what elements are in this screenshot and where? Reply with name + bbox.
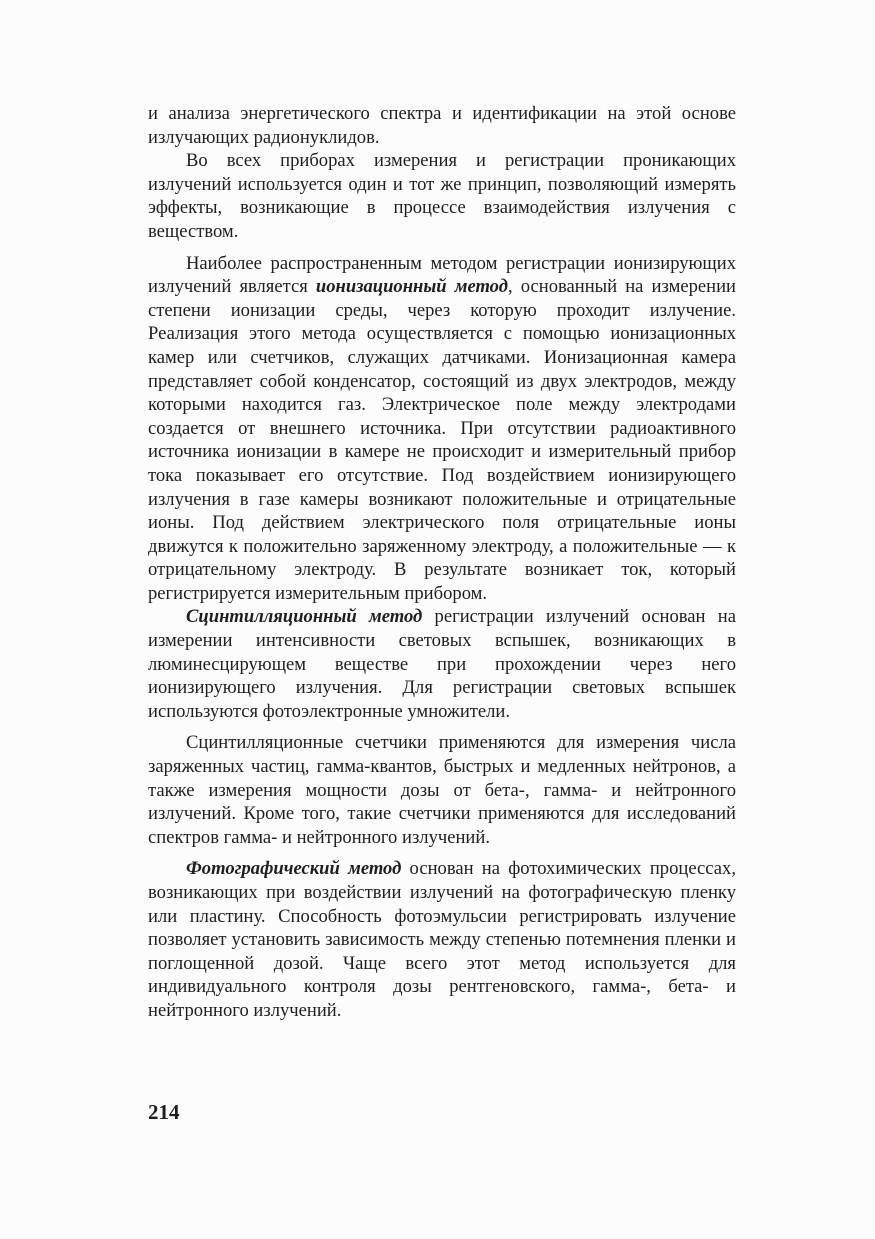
paragraph-ionization-method xyxy=(148,252,736,606)
term-photographic-method: Фотографический метод xyxy=(186,858,402,880)
paragraph-ionization-lead: Наиболее распространенным методом регистрации ионизирующих излучений является xyxy=(148,252,736,298)
paragraph-scintillation-counters: Сцинтилляционные счетчики применяются для измерения числа заряженных частиц, гамма-квантов, быстрых и медленных нейтронов, а также измерения мощности дозы от бета-, гамма- и нейтронного излучений. Кроме того, такие счетчики применяются для исследований спектров гамма- и нейтронного излучений. xyxy=(148,732,736,848)
paragraph-scintillation-body: регистрации излучений основан на измерении интенсивности световых вспышек, возникающих в люминесцирующем веществе при прохождении через него ионизирующего излучения. Для регистрации световых вспышек используются фотоэлектронные умножители. xyxy=(148,606,736,722)
paragraph-photographic-body: основан на фотохимических процессах, возникающих при воздействии излучений на фотографическую пленку или пластину. Способность фотоэмульсии регистрировать излучение позволяет установить зависимость между степенью потемнения пленки и поглощенной дозой. Чаще всего этот метод используется для индивидуального контроля дозы рентгеновского, гамма-, бета- и нейтронного излучений. xyxy=(148,858,736,1021)
paragraph-photographic-method xyxy=(148,857,736,1022)
paragraph-principle: Во всех приборах измерения и регистрации проникающих излучений используется один и тот же принцип, позволяющий измерять эффекты, возникающие в процессе взаимодействия излучения с веществом. xyxy=(148,150,736,242)
paragraph-scintillation-method xyxy=(148,605,736,723)
page-number: 214 xyxy=(148,1100,180,1124)
term-scintillation-method: Сцинтилляционный метод xyxy=(186,606,423,628)
paragraph-ionization-body: , основанный на измерении степени ионизации среды, через которую проходит излучение. Реализация этого метода осуществляется с помощью ионизационных камер или счетчиков, служащих датчиками. Ионизационная камера представляет собой конденсатор, состоящий из двух электродов, между которыми находится газ. Электрическое поле между электродами создается от внешнего источника. При отсутствии радиоактивного источника ионизации в камере не происходит и измерительный прибор тока показывает его отсутствие. Под воздействием ионизирующего излучения в газе камеры возникают положительные и отрицательные ионы. Под действием электрического поля отрицательные ионы движутся к положительно заряженному электроду, а положительные — к отрицательному электроду. В результате возникает ток, который регистрируется измерительным прибором. xyxy=(148,276,737,604)
body-text xyxy=(148,102,736,1023)
paragraph-continuation: и анализа энергетического спектра и идентификации на этой основе излучающих радионуклидов. xyxy=(148,103,736,148)
term-ionization-method: ионизационный метод xyxy=(315,276,508,298)
